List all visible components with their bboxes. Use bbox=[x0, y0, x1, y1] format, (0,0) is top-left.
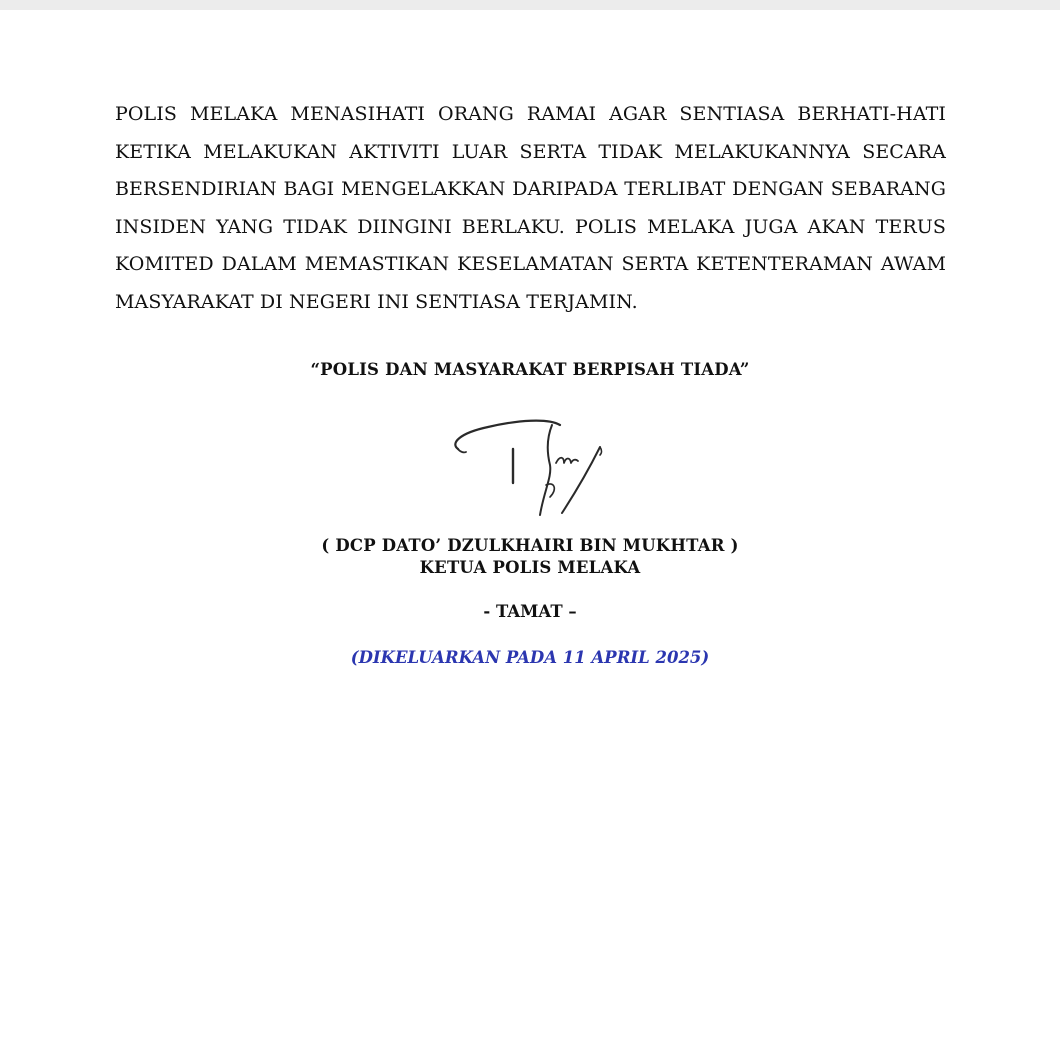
issued-date: (DIKELUARKAN PADA 11 APRIL 2025) bbox=[350, 648, 710, 667]
end-marker: - TAMAT – bbox=[483, 602, 577, 621]
document-page bbox=[0, 10, 1060, 1062]
viewer-top-strip bbox=[0, 0, 1060, 10]
signature-icon bbox=[440, 405, 620, 525]
advisory-paragraph: POLIS MELAKA MENASIHATI ORANG RAMAI AGAR SENTIASA BERHATI-HATI KETIKA MELAKUKAN AKTIVITI LUAR SERTA TIDAK MELAKUKANNYA SECARA BERSENDIRIAN BAGI MENGELAKKAN DARIPADA TERLIBAT DENGAN SEBARANG INSIDEN YANG TIDAK DIINGINI BERLAKU. POLIS MELAKA JUGA AKAN TERUS KOMITED DALAM MEMASTIKAN KESELAMATAN SERTA KETENTERAMAN AWAM MASYARAKAT DI NEGERI INI SENTIASA TERJAMIN. bbox=[115, 103, 946, 313]
signatory-block bbox=[0, 535, 1060, 579]
signatory-name: ( DCP DATO’ DZULKHAIRI BIN MUKHTAR ) bbox=[321, 536, 739, 555]
motto: “POLIS DAN MASYARAKAT BERPISAH TIADA” bbox=[310, 360, 750, 379]
signatory-title: KETUA POLIS MELAKA bbox=[419, 558, 641, 577]
